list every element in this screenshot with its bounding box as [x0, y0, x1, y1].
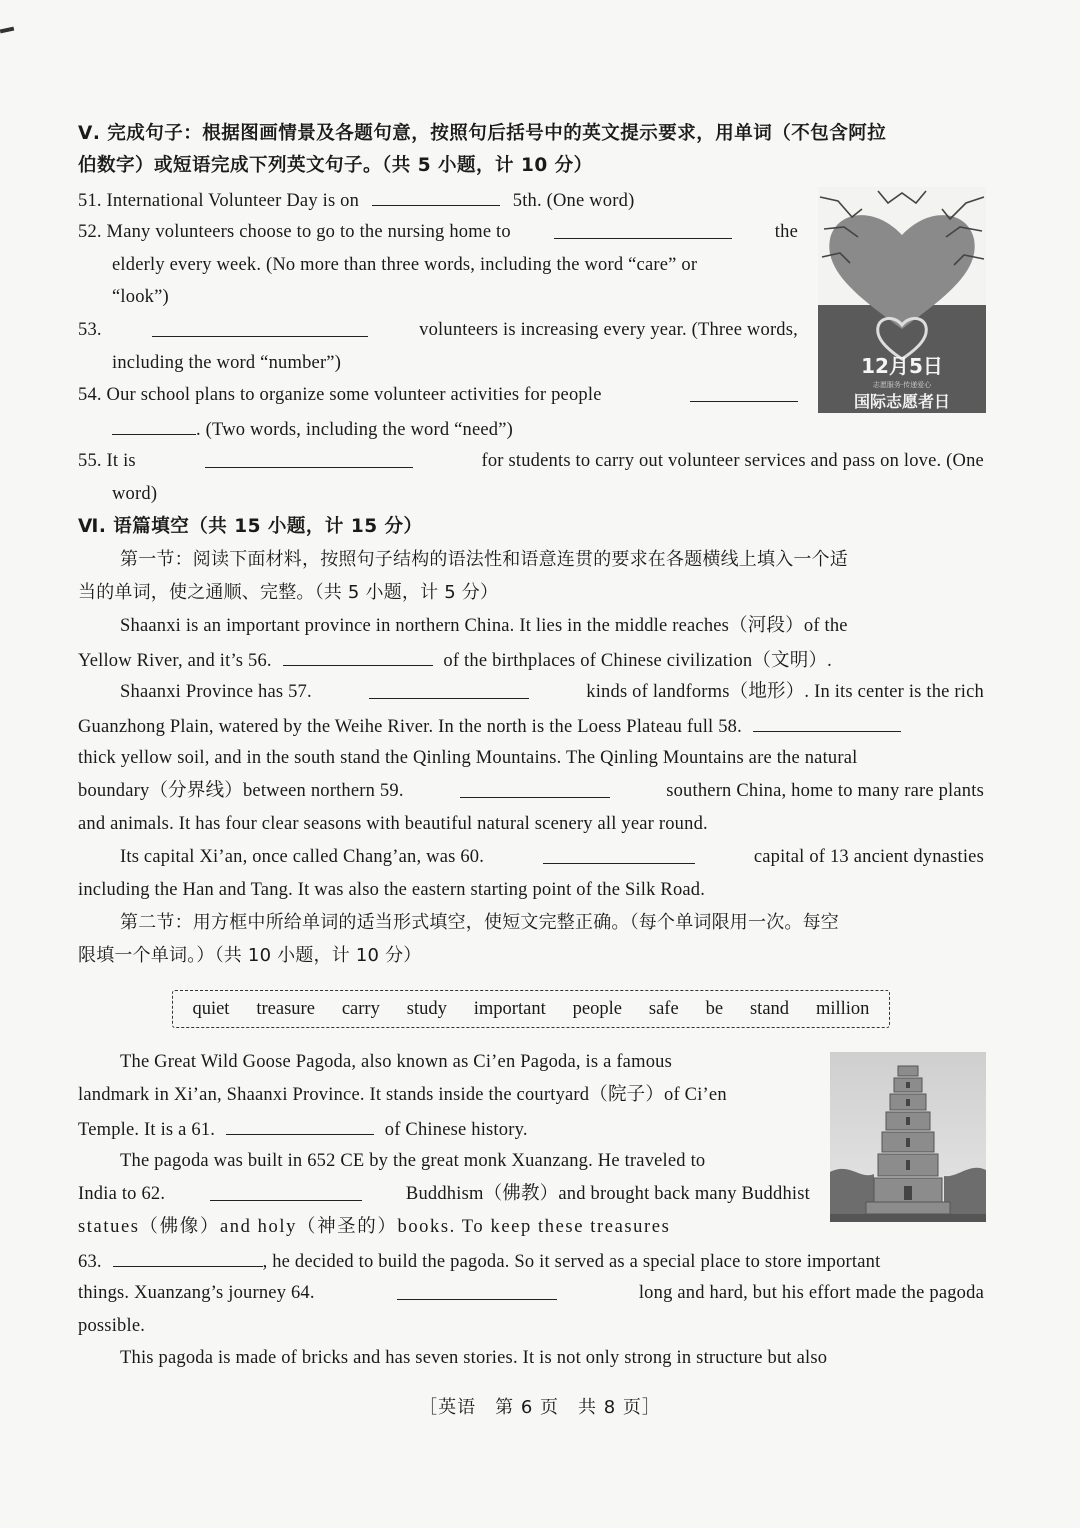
q-pagoda-p3-line1: This pagoda is made of bricks and has seven stories. It is not only strong in structure but also — [120, 1348, 828, 1368]
q54-blank-b[interactable] — [112, 412, 196, 435]
q53-blank[interactable] — [152, 314, 368, 337]
q51-text-a: 51. International Volunteer Day is on — [78, 191, 360, 211]
q57-blank[interactable] — [369, 676, 529, 699]
q58-blank[interactable] — [753, 709, 901, 732]
part2-instruction-line1: 第二节：用方框中所给单词的适当形式填空，使短文完整正确。（每个单词限用一次。每空 — [120, 912, 839, 933]
word-bank-item: study — [406, 998, 447, 1019]
p2-line4-text-a: boundary（分界线）between northern 59. — [78, 781, 404, 801]
q62-text-b: Buddhism（佛教）and brought back many Buddhist — [405, 1184, 810, 1204]
q-pagoda-p2-line3: statues（佛像）and holy（神圣的）books. To keep these treasures — [78, 1217, 671, 1237]
word-bank-item: stand — [749, 998, 790, 1019]
poster-subtitle: 国际志愿者日 — [853, 392, 951, 411]
word-bank-item: carry — [341, 998, 380, 1019]
q55-line1 — [78, 445, 984, 477]
q62-text-a: India to 62. — [78, 1184, 166, 1204]
q-pagoda-p2-line4 — [78, 1244, 984, 1278]
q61-text-b: of Chinese history. — [384, 1120, 528, 1140]
p1-line1: Shaanxi is an important province in northern China. It lies in the middle reaches（河段）of the — [120, 616, 848, 636]
q54-text-b: . (Two words, including the word “need”) — [196, 420, 514, 440]
q-pagoda-p2-line6: possible. — [78, 1316, 146, 1336]
word-bank-item: quiet — [192, 998, 230, 1019]
q52-line1 — [78, 216, 798, 248]
q63-text-a: 63. — [78, 1252, 102, 1272]
word-bank-item: safe — [648, 998, 679, 1019]
q52-line2: elderly every week. (No more than three words, including the word “care” or — [112, 255, 698, 275]
q52-line3: “look”) — [112, 287, 169, 307]
p2-line1 — [120, 676, 984, 708]
section6-heading: Ⅵ. 语篇填空（共 15 小题，计 15 分） — [78, 516, 423, 537]
q53-line2: including the word “number”) — [112, 353, 342, 373]
p2-line2 — [78, 709, 984, 743]
q56-blank[interactable] — [283, 643, 433, 666]
p2-line5: and animals. It has four clear seasons with beautiful natural scenery all year round. — [78, 814, 708, 834]
q55-blank[interactable] — [205, 445, 413, 468]
part1-instruction-line1: 第一节：阅读下面材料，按照句子结构的语法性和语意连贯的要求在各题横线上填入一个适 — [120, 549, 848, 570]
q62-blank[interactable] — [210, 1178, 362, 1201]
p2-line2-text: Guanzhong Plain, watered by the Weihe River. In the north is the Loess Plateau full 58. — [78, 717, 742, 737]
part1-instruction-line2: 当的单词，使之通顺、完整。（共 5 小题，计 5 分） — [78, 582, 499, 603]
q51-blank[interactable] — [372, 183, 500, 206]
q53-line1 — [78, 314, 798, 346]
q51 — [78, 183, 810, 217]
section5-heading-line1: Ⅴ. 完成句子：根据图画情景及各题句意，按照句后括号中的英文提示要求，用单词（不包含阿拉 — [78, 123, 887, 144]
q51-text-b: 5th. (One word) — [512, 191, 635, 211]
q59-blank[interactable] — [460, 775, 610, 798]
q-pagoda-p2-line5 — [78, 1277, 984, 1309]
p2-line3: thick yellow soil, and in the south stand the Qinling Mountains. The Qinling Mountains are the natural — [78, 748, 858, 768]
q55-text-b: for students to carry out volunteer services and pass on love. (One — [481, 451, 984, 471]
poster-date: 12月5日 — [861, 354, 943, 378]
section5-heading-line2: 伯数字）或短语完成下列英文句子。（共 5 小题，计 10 分） — [78, 155, 593, 176]
q52-text-a: 52. Many volunteers choose to go to the nursing home to — [78, 222, 511, 242]
q54-blank-a[interactable] — [690, 379, 798, 402]
p1-line2 — [78, 643, 984, 677]
word-bank-item: million — [815, 998, 870, 1019]
p2-text-a: Shaanxi Province has 57. — [120, 682, 312, 702]
p1-text-b: of the birthplaces of Chinese civilization（文明）. — [443, 651, 832, 671]
p1-text-a: Yellow River, and it’s 56. — [78, 651, 272, 671]
p2-line4 — [78, 775, 984, 807]
q54-text-a: 54. Our school plans to organize some volunteer activities for people — [78, 385, 602, 405]
q64-blank[interactable] — [397, 1277, 557, 1300]
q53-text-a: 53. — [78, 320, 102, 340]
q63-text-b: , he decided to build the pagoda. So it served as a special place to store important — [262, 1252, 881, 1272]
q-pagoda-p2-line1: The pagoda was built in 652 CE by the great monk Xuanzang. He traveled to — [120, 1151, 706, 1171]
q64-text-b: long and hard, but his effort made the pagoda — [638, 1283, 984, 1303]
page-footer: ［英语 第 6 页 共 8 页］ — [419, 1397, 661, 1418]
word-bank-item: treasure — [256, 998, 315, 1019]
q61-text-a: Temple. It is a 61. — [78, 1120, 216, 1140]
q54-line1 — [78, 379, 798, 411]
word-bank — [172, 990, 890, 1028]
scan-mark — [0, 27, 14, 34]
p3-line1 — [120, 841, 984, 873]
q53-text-b: volunteers is increasing every year. (Three words, — [419, 320, 798, 340]
q54-line2 — [112, 412, 984, 446]
volunteer-day-poster — [818, 187, 986, 413]
p3-text-a: Its capital Xi’an, once called Chang’an, was 60. — [120, 847, 485, 867]
word-bank-item: be — [705, 998, 724, 1019]
q55-text-a: 55. It is — [78, 451, 136, 471]
q-pagoda-line2: landmark in Xi’an, Shaanxi Province. It stands inside the courtyard（院子）of Ci’en — [78, 1085, 727, 1105]
q61-blank[interactable] — [226, 1112, 374, 1135]
q52-blank[interactable] — [554, 216, 732, 239]
q63-blank[interactable] — [113, 1244, 263, 1267]
q-pagoda-line3 — [78, 1112, 810, 1146]
q55-line2: word) — [112, 484, 158, 504]
q52-text-b: the — [774, 222, 798, 242]
p3-text-b: capital of 13 ancient dynasties — [753, 847, 984, 867]
word-bank-item: people — [572, 998, 622, 1019]
q-pagoda-p2-line2 — [78, 1178, 810, 1210]
word-bank-item: important — [473, 998, 546, 1019]
pagoda-photo — [830, 1052, 986, 1222]
poster-tiny-text: 志愿服务·传递爱心 — [872, 381, 932, 389]
part2-instruction-line2: 限填一个单词。）（共 10 小题，计 10 分） — [78, 945, 422, 966]
q60-blank[interactable] — [543, 841, 695, 864]
p3-line2: including the Han and Tang. It was also the eastern starting point of the Silk Road. — [78, 880, 706, 900]
q-pagoda-line1: The Great Wild Goose Pagoda, also known as Ci’en Pagoda, is a famous — [120, 1052, 672, 1072]
q64-text-a: things. Xuanzang’s journey 64. — [78, 1283, 315, 1303]
p2-line4-text-b: southern China, home to many rare plants — [666, 781, 984, 801]
p2-text-b: kinds of landforms（地形）. In its center is the rich — [586, 682, 984, 702]
